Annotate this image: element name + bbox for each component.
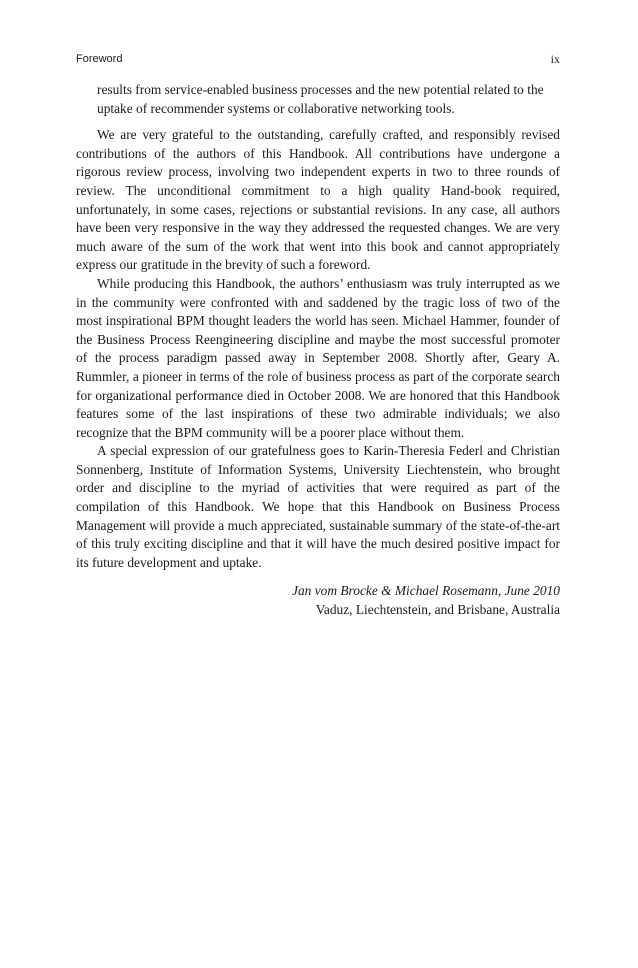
list-continuation-text: results from service-enabled business processes and the new potential related to the uptake of recommender systems or collaborative networking tools. (97, 82, 544, 116)
signature-block (76, 582, 560, 619)
signature-locations: Vaduz, Liechtenstein, and Brisbane, Australia (315, 602, 560, 618)
paragraph-gratitude: We are very grateful to the outstanding, carefully crafted, and responsibly revised contributions of the authors of this Handbook. All contributions have undergone a rigorous review process, involving two independent experts in two to three rounds of review. The unconditional commitment to a high quality Hand-book required, unfortunately, in some cases, rejections or substantial revisions. In any case, all authors have been very responsive in the way they addressed the requested changes. We are very much aware of the sum of the work that went into this book and cannot appropriately express our gratitude in the brevity of such a foreword. (76, 127, 560, 273)
running-head: Foreword (76, 53, 123, 65)
body-text (76, 81, 560, 620)
signature-names-date: Jan vom Brocke & Michael Rosemann, June 2010 (292, 583, 560, 599)
page-header (76, 52, 560, 66)
page (76, 0, 560, 968)
paragraph-in-memoriam: While producing this Handbook, the authors’ enthusiasm was truly interrupted as we in the community were confronted with and saddened by the tragic loss of two of the most inspirational BPM thought leaders the world has seen. Michael Hammer, founder of the Business Process Reengineering discipline and maybe the most successful promoter of the process paradigm passed away in September 2008. Shortly after, Geary A. Rummler, a pioneer in terms of the role of business process as part of the corporate search for organizational performance died in October 2008. We are honored that this Handbook features some of the last inspirations of these two admirable individuals; we also recognize that the BPM community will be a poorer place without them. (76, 275, 560, 440)
paragraph-acknowledgement: A special expression of our gratefulness goes to Karin-Theresia Federl and Christian Sonnenberg, Institute of Information Systems, University Liechtenstein, who brought order and discipline to the myriad of activities that were required as part of the compilation of this Handbook. We hope that this Handbook on Business Process Management will provide a much appreciated, sustainable summary of the state-of-the-art of this truly exciting discipline and that it will have the much desired positive impact for its future development and uptake. (76, 443, 560, 570)
page-number: ix (550, 52, 560, 66)
